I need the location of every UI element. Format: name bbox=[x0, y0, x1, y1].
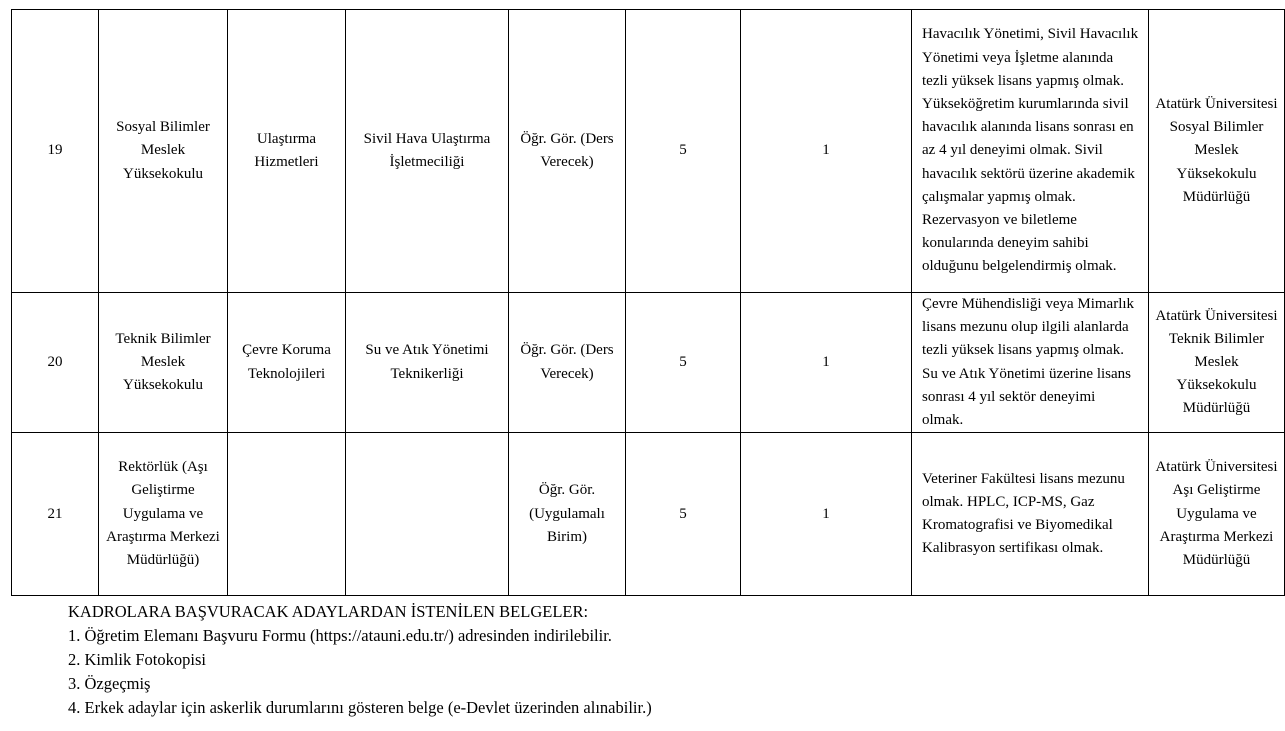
cell-no: 21 bbox=[12, 433, 99, 596]
cell-birim: Teknik Bilimler Meslek Yüksekokulu bbox=[99, 293, 228, 433]
cell-unvan: Öğr. Gör. (Ders Verecek) bbox=[509, 293, 626, 433]
cell-basvuru-yeri: Atatürk Üniversitesi Sosyal Bilimler Meslek Yüksekokulu Müdürlüğü bbox=[1149, 10, 1285, 293]
table-row bbox=[12, 10, 1285, 293]
required-documents-title: KADROLARA BAŞVURACAK ADAYLARDAN İSTENİLEN BELGELER: bbox=[68, 602, 589, 621]
cell-program bbox=[346, 433, 509, 596]
table-row bbox=[12, 293, 1285, 433]
cell-program: Sivil Hava Ulaştırma İşletmeciliği bbox=[346, 10, 509, 293]
cell-aranan-nitelikler: Havacılık Yönetimi, Sivil Havacılık Yönetimi veya İşletme alanında tezli yüksek lisans yapmış olmak. Yükseköğretim kurumlarında sivil havacılık alanında lisans sonrası en az 4 yıl deneyimi olmak. Sivil havacılık sektörü üzerine akademik çalışmalar yapmış olmak. Rezervasyon ve biletleme konularında deneyim sahibi olduğunu belgelendirmiş olmak. bbox=[912, 10, 1149, 293]
cell-birim: Sosyal Bilimler Meslek Yüksekokulu bbox=[99, 10, 228, 293]
cell-adet: 1 bbox=[741, 10, 912, 293]
cell-bolum bbox=[228, 433, 346, 596]
required-documents bbox=[68, 600, 1138, 720]
cell-aranan-nitelikler: Çevre Mühendisliği veya Mimarlık lisans mezunu olup ilgili alanlarda tezli yüksek lisans yapmış olmak. Su ve Atık Yönetimi üzerine lisans sonrası 4 yıl sektör deneyimi olmak. bbox=[912, 293, 1149, 433]
cell-derece: 5 bbox=[626, 293, 741, 433]
cell-bolum: Ulaştırma Hizmetleri bbox=[228, 10, 346, 293]
cell-program: Su ve Atık Yönetimi Teknikerliği bbox=[346, 293, 509, 433]
cell-adet: 1 bbox=[741, 293, 912, 433]
cell-unvan: Öğr. Gör. (Ders Verecek) bbox=[509, 10, 626, 293]
position-table bbox=[11, 9, 1285, 596]
cell-derece: 5 bbox=[626, 10, 741, 293]
document-item: 4. Erkek adaylar için askerlik durumlarını gösteren belge (e-Devlet üzerinden alınabilir.) bbox=[68, 698, 652, 717]
table-row bbox=[12, 433, 1285, 596]
cell-aranan-nitelikler: Veteriner Fakültesi lisans mezunu olmak. HPLC, ICP-MS, Gaz Kromatografisi ve Biyomedikal Kalibrasyon sertifikası olmak. bbox=[912, 433, 1149, 596]
cell-basvuru-yeri: Atatürk Üniversitesi Teknik Bilimler Meslek Yüksekokulu Müdürlüğü bbox=[1149, 293, 1285, 433]
cell-bolum: Çevre Koruma Teknolojileri bbox=[228, 293, 346, 433]
cell-basvuru-yeri: Atatürk Üniversitesi Aşı Geliştirme Uygulama ve Araştırma Merkezi Müdürlüğü bbox=[1149, 433, 1285, 596]
document-item: 1. Öğretim Elemanı Başvuru Formu (https://atauni.edu.tr/) adresinden indirilebilir. bbox=[68, 626, 612, 645]
cell-no: 20 bbox=[12, 293, 99, 433]
cell-derece: 5 bbox=[626, 433, 741, 596]
cell-unvan: Öğr. Gör. (Uygulamalı Birim) bbox=[509, 433, 626, 596]
cell-no: 19 bbox=[12, 10, 99, 293]
cell-adet: 1 bbox=[741, 433, 912, 596]
cell-birim: Rektörlük (Aşı Geliştirme Uygulama ve Araştırma Merkezi Müdürlüğü) bbox=[99, 433, 228, 596]
document-item: 3. Özgeçmiş bbox=[68, 674, 151, 693]
document-item: 2. Kimlik Fotokopisi bbox=[68, 650, 206, 669]
